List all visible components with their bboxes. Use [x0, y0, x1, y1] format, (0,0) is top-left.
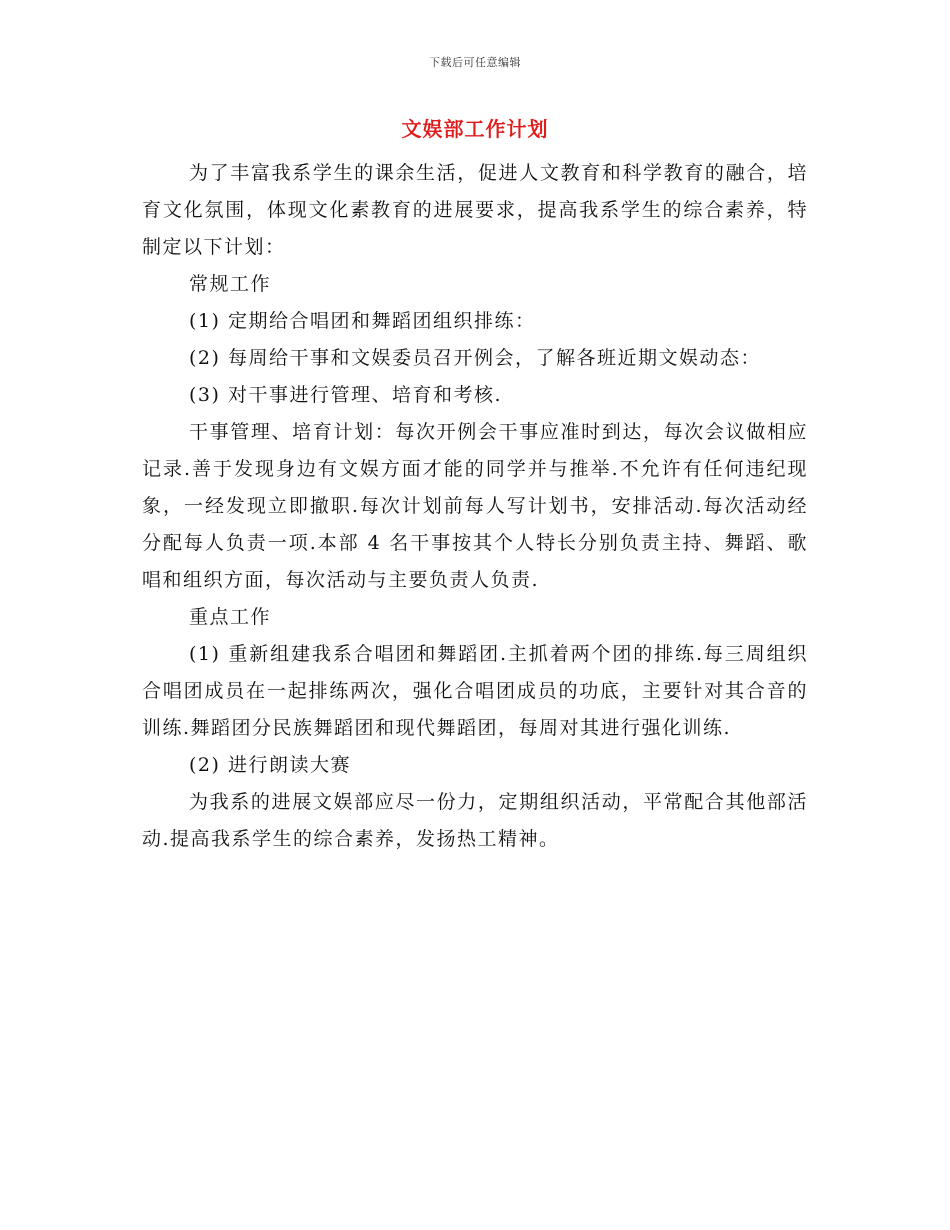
list-item-routine-3: (3) 对干事进行管理、培育和考核.	[189, 384, 502, 406]
list-item-routine-1: (1) 定期给合唱团和舞蹈团组织排练：	[189, 310, 536, 332]
paragraph-intro: 为了丰富我系学生的课余生活，促进人文教育和科学教育的融合，培育文化氛围，体现文化素教育的进展要求，提高我系学生的综合素养，特制定以下计划：	[142, 162, 808, 258]
list-item-key-2: (2) 进行朗读大赛	[189, 754, 351, 776]
paragraph-closing: 为我系的进展文娱部应尽一份力，定期组织活动，平常配合其他部活动.提高我系学生的综合素养，发扬热工精神。	[142, 791, 808, 850]
document-body	[142, 155, 808, 858]
section-heading-key-work: 重点工作	[189, 606, 272, 628]
list-item-routine-2: (2) 每周给干事和文娱委员召开例会，了解各班近期文娱动态：	[189, 347, 761, 369]
paragraph-staff-management: 干事管理、培育计划：每次开例会干事应准时到达，每次会议做相应记录.善于发现身边有文娱方面才能的同学并与推举.不允许有任何违纪现象，一经发现立即撤职.每次计划前每人写计划书，安排活动.每次活动经分配每人负责一项.本部 4 名干事按其个人特长分别负责主持、舞蹈、歌唱和组织方面，每次活动与主要负责人负责.	[142, 421, 808, 591]
list-item-key-1: (1) 重新组建我系合唱团和舞蹈团.主抓着两个团的排练.每三周组织合唱团成员在一起排练两次，强化合唱团成员的功底，主要针对其合音的训练.舞蹈团分民族舞蹈团和现代舞蹈团，每周对其进行强化训练.	[142, 643, 808, 739]
page-header-note: 下载后可任意编辑	[429, 56, 521, 69]
section-heading-routine-work: 常规工作	[189, 273, 272, 295]
document-title: 文娱部工作计划	[401, 117, 549, 141]
